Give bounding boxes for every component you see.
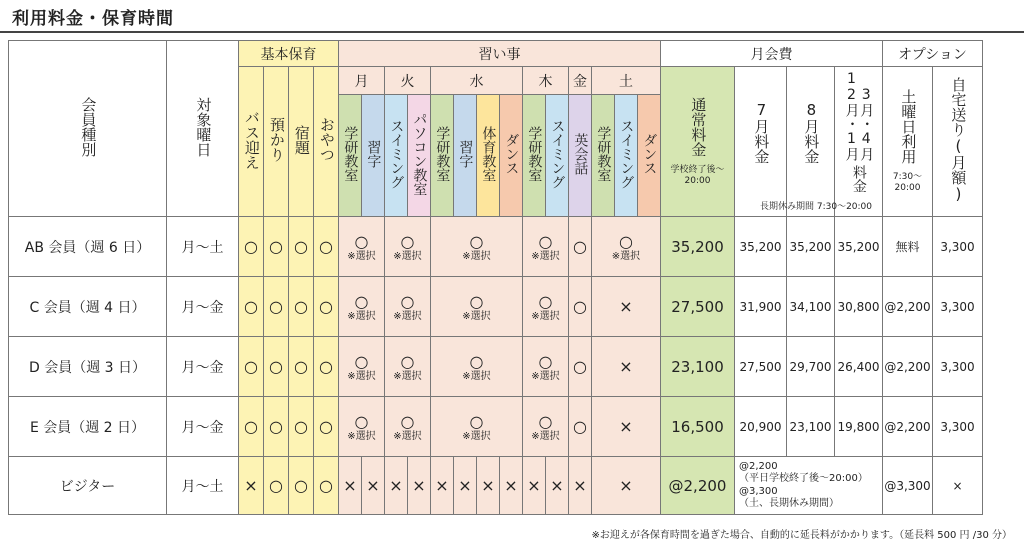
august-fee: 35,200	[787, 217, 835, 277]
lesson-mark: ×	[431, 457, 454, 515]
july-fee: 31,900	[735, 277, 787, 337]
lesson-gakken-thu: 学研教室	[523, 95, 546, 217]
monthly-fee-header: 月会費	[661, 41, 883, 67]
lesson-mark: ×	[477, 457, 500, 515]
lesson-mark: ○ ※選択	[339, 277, 385, 337]
weekday-wed: 水	[431, 67, 523, 95]
member-days: 月〜金	[167, 277, 239, 337]
winter-fee: 19,800	[835, 397, 883, 457]
long-break-hours: 長期休み期間 7:30〜20:00	[760, 202, 873, 212]
page-title: 利用料金・保育時間	[12, 9, 174, 29]
member-name: E 会員（週 2 日）	[9, 397, 167, 457]
fee-table	[8, 40, 983, 515]
regular-fee: 16,500	[661, 397, 735, 457]
lesson-gakken-mon: 学研教室	[339, 95, 362, 217]
lesson-pc-tue: パソコン教室	[408, 95, 431, 217]
basic-mark: ○	[314, 337, 339, 397]
lesson-swim-tue: スイミング	[385, 95, 408, 217]
member-days: 月〜金	[167, 397, 239, 457]
winter-fee: 30,800	[835, 277, 883, 337]
basic-mark: ○	[239, 397, 264, 457]
footnote: ※お迎えが各保育時間を過ぎた場合、自動的に延長料がかかります。（延長料 500 円 /30 分）	[591, 530, 1012, 541]
visitor-regular-fee: @2,200	[661, 457, 735, 515]
lesson-mark: ○	[569, 217, 592, 277]
visitor-saturday-fee: @3,300	[883, 457, 933, 515]
july-fee-header: 7月料金	[735, 67, 787, 217]
saturday-fee: @2,200	[883, 397, 933, 457]
table-row	[9, 217, 983, 277]
lesson-mark: ○ ※選択	[431, 397, 523, 457]
regular-fee: 35,200	[661, 217, 735, 277]
lesson-mark: ○ ※選択	[523, 217, 569, 277]
lesson-mark: ×	[339, 457, 362, 515]
member-days: 月〜金	[167, 337, 239, 397]
basic-item-bus: バス迎え	[239, 67, 264, 217]
lesson-mark: ○ ※選択	[385, 397, 431, 457]
lesson-mark: ×	[592, 337, 661, 397]
delivery-fee: 3,300	[933, 337, 983, 397]
weekday-thu: 木	[523, 67, 569, 95]
lesson-mark: ×	[592, 277, 661, 337]
basic-mark: ○	[314, 217, 339, 277]
lesson-mark: ○ ※選択	[523, 397, 569, 457]
lesson-mark: ○ ※選択	[523, 337, 569, 397]
weekday-mon: 月	[339, 67, 385, 95]
table-row	[9, 337, 983, 397]
lesson-mark: ○ ※選択	[385, 337, 431, 397]
lesson-mark: ○ ※選択	[592, 217, 661, 277]
table-row	[9, 457, 983, 515]
lesson-mark: ○ ※選択	[431, 337, 523, 397]
title-divider	[0, 31, 1024, 33]
member-type-header: 会員種別	[9, 41, 167, 217]
august-fee-header: 8月料金	[787, 67, 835, 217]
regular-fee-header: 通常料金 学校終了後〜20:00	[661, 67, 735, 217]
lesson-dance-sat: ダンス	[638, 95, 661, 217]
basic-item-snack: おやつ	[314, 67, 339, 217]
basic-mark: ○	[264, 337, 289, 397]
winter-fee: 35,200	[835, 217, 883, 277]
member-name: C 会員（週 4 日）	[9, 277, 167, 337]
saturday-fee: @2,200	[883, 277, 933, 337]
lesson-mark: ×	[408, 457, 431, 515]
lesson-mark: ○ ※選択	[339, 397, 385, 457]
lesson-mark: ○	[569, 337, 592, 397]
delivery-fee: 3,300	[933, 397, 983, 457]
basic-mark: ○	[264, 217, 289, 277]
basic-mark: ○	[289, 397, 314, 457]
regular-fee: 27,500	[661, 277, 735, 337]
visitor-delivery-fee: ×	[933, 457, 983, 515]
days-header: 対象曜日	[167, 41, 239, 217]
basic-mark: ○	[264, 277, 289, 337]
lesson-dance-wed: ダンス	[500, 95, 523, 217]
basic-mark: ○	[289, 217, 314, 277]
basic-mark: ○	[314, 457, 339, 515]
lessons-header: 習い事	[339, 41, 661, 67]
basic-item-homework: 宿題	[289, 67, 314, 217]
member-days: 月〜土	[167, 217, 239, 277]
lesson-mark: ×	[546, 457, 569, 515]
basic-mark: ○	[239, 217, 264, 277]
july-fee: 20,900	[735, 397, 787, 457]
lesson-mark: ×	[569, 457, 592, 515]
basic-care-header: 基本保育	[239, 41, 339, 67]
visitor-name: ビジター	[9, 457, 167, 515]
visitor-days: 月〜土	[167, 457, 239, 515]
lesson-mark: ×	[523, 457, 546, 515]
july-fee: 27,500	[735, 337, 787, 397]
delivery-fee: 3,300	[933, 217, 983, 277]
saturday-fee: @2,200	[883, 337, 933, 397]
saturday-fee: 無料	[883, 217, 933, 277]
lesson-mark: ×	[592, 457, 661, 515]
lesson-gakken-sat: 学研教室	[592, 95, 615, 217]
august-fee: 29,700	[787, 337, 835, 397]
lesson-mark: ×	[454, 457, 477, 515]
delivery-fee: 3,300	[933, 277, 983, 337]
basic-mark: ○	[289, 337, 314, 397]
basic-mark: ○	[264, 457, 289, 515]
august-fee: 34,100	[787, 277, 835, 337]
lesson-mark: ○ ※選択	[431, 277, 523, 337]
member-name: AB 会員（週 6 日）	[9, 217, 167, 277]
lesson-mark: ×	[500, 457, 523, 515]
august-fee: 23,100	[787, 397, 835, 457]
basic-mark: ○	[289, 277, 314, 337]
lesson-mark: ○ ※選択	[431, 217, 523, 277]
visitor-long-break-fee: @2,200 （平日学校終了後〜20:00） @3,300 （土、長期休み期間）	[735, 457, 883, 515]
weekday-sat: 土	[592, 67, 661, 95]
lesson-english-fri: 英会話	[569, 95, 592, 217]
lesson-pe-wed: 体育教室	[477, 95, 500, 217]
lesson-mark: ×	[592, 397, 661, 457]
basic-mark: ○	[314, 277, 339, 337]
table-row	[9, 277, 983, 337]
july-fee: 35,200	[735, 217, 787, 277]
lesson-mark: ○ ※選択	[339, 337, 385, 397]
regular-fee: 23,100	[661, 337, 735, 397]
lesson-mark: ○ ※選択	[385, 217, 431, 277]
basic-mark: ○	[239, 337, 264, 397]
weekday-fri: 金	[569, 67, 592, 95]
basic-mark: ○	[314, 397, 339, 457]
basic-item-care: 預かり	[264, 67, 289, 217]
basic-mark: ×	[239, 457, 264, 515]
basic-mark: ○	[239, 277, 264, 337]
lesson-shuji-mon: 習字	[362, 95, 385, 217]
lesson-shuji-wed: 習字	[454, 95, 477, 217]
member-name: D 会員（週 3 日）	[9, 337, 167, 397]
weekday-tue: 火	[385, 67, 431, 95]
option-header: オプション	[883, 41, 983, 67]
lesson-mark: ○	[569, 277, 592, 337]
saturday-use-header: 土曜日利用 7:30〜20:00	[883, 67, 933, 217]
table-row	[9, 397, 983, 457]
lesson-gakken-wed: 学研教室	[431, 95, 454, 217]
basic-mark: ○	[264, 397, 289, 457]
lesson-mark: ○	[569, 397, 592, 457]
lesson-mark: ×	[362, 457, 385, 515]
basic-mark: ○	[289, 457, 314, 515]
home-delivery-header: 自宅送り(月額)	[933, 67, 983, 217]
lesson-mark: ○ ※選択	[339, 217, 385, 277]
winter-fee: 26,400	[835, 337, 883, 397]
winter-fee-header: 12月・1月3月・4月 料金	[835, 67, 883, 217]
lesson-swim-thu: スイミング	[546, 95, 569, 217]
lesson-mark: ○ ※選択	[523, 277, 569, 337]
lesson-swim-sat: スイミング	[615, 95, 638, 217]
lesson-mark: ○ ※選択	[385, 277, 431, 337]
lesson-mark: ×	[385, 457, 408, 515]
